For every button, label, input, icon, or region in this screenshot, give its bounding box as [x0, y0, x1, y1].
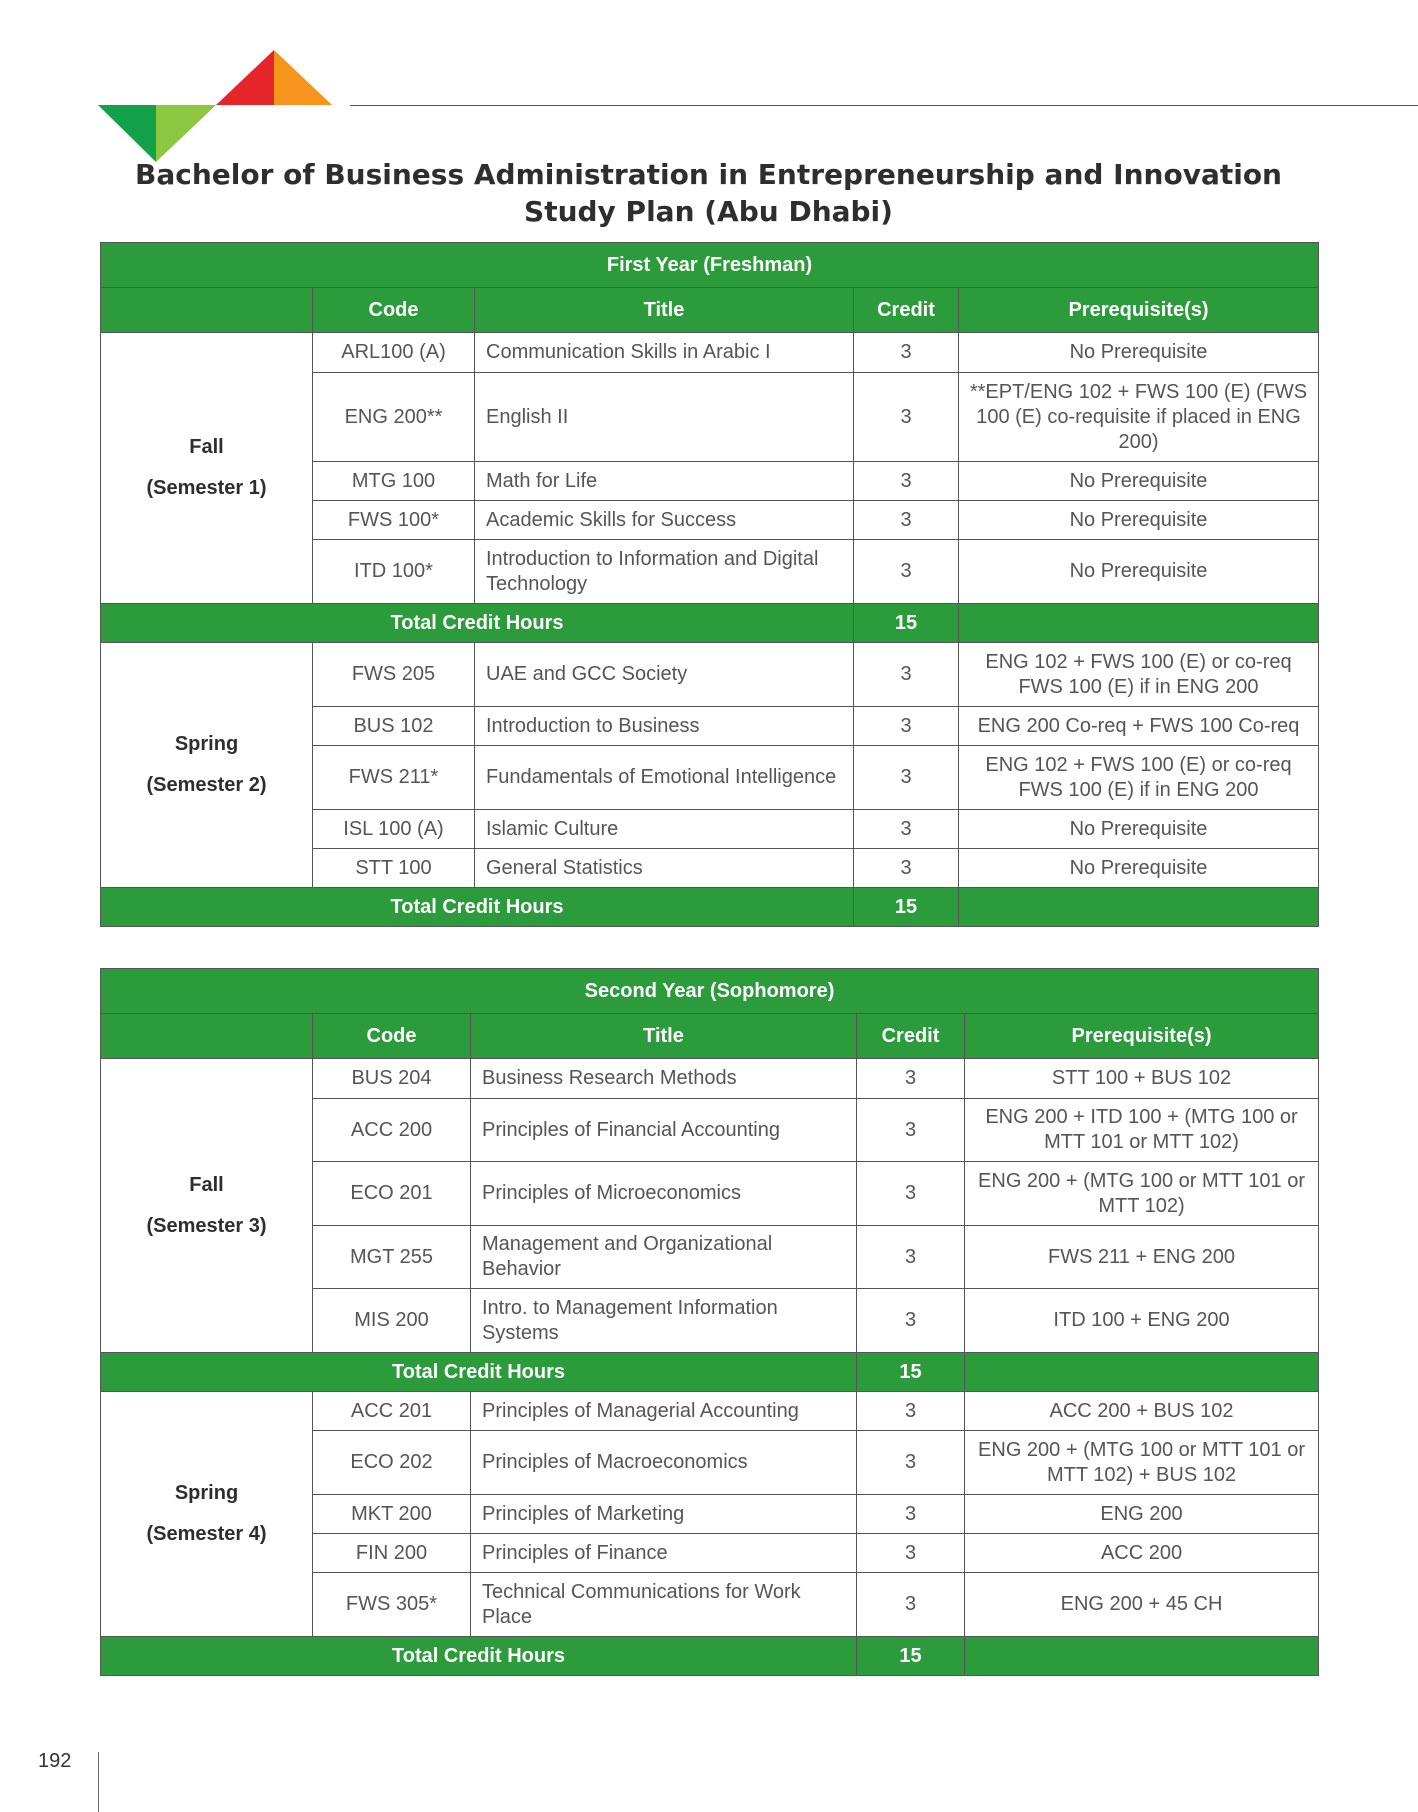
course-title: Technical Communications for Work Place: [471, 1573, 857, 1637]
course-code: ENG 200**: [313, 373, 475, 462]
course-credit: 3: [854, 746, 959, 810]
course-prereq: ENG 102 + FWS 100 (E) or co-req FWS 100 (E) if in ENG 200: [959, 746, 1319, 810]
course-title: Business Research Methods: [471, 1059, 857, 1099]
course-prereq: ENG 200 + (MTG 100 or MTT 101 or MTT 102): [965, 1162, 1319, 1226]
semester-label: (Semester 2): [146, 774, 267, 796]
course-prereq: ENG 200 Co-req + FWS 100 Co-req: [959, 707, 1319, 746]
course-prereq: STT 100 + BUS 102: [965, 1059, 1319, 1099]
semester-label: (Semester 1): [146, 477, 267, 499]
course-code: FWS 100*: [313, 501, 475, 540]
page-number-rule: [98, 1752, 99, 1812]
course-prereq: No Prerequisite: [959, 810, 1319, 849]
table-row: [101, 1392, 1319, 1431]
total-value: 15: [854, 888, 959, 927]
course-credit: 3: [857, 1573, 965, 1637]
course-credit: 3: [854, 643, 959, 707]
course-title: Introduction to Information and Digital Technology: [475, 540, 854, 604]
course-title: Principles of Marketing: [471, 1495, 857, 1534]
logo-red-triangle: [216, 50, 274, 105]
course-title: General Statistics: [475, 849, 854, 888]
course-prereq: ACC 200 + BUS 102: [965, 1392, 1319, 1431]
title-line-1: Bachelor of Business Administration in Entrepreneurship and Innovation: [135, 158, 1282, 191]
total-label: Total Credit Hours: [101, 604, 854, 643]
course-credit: 3: [857, 1059, 965, 1099]
semester-name: Spring: [174, 1482, 239, 1504]
course-prereq: ENG 200: [965, 1495, 1319, 1534]
course-credit: 3: [854, 373, 959, 462]
course-prereq: ENG 200 + (MTG 100 or MTT 101 or MTT 102) + BUS 102: [965, 1431, 1319, 1495]
header-blank: [101, 288, 313, 333]
year-1-table: [100, 242, 1319, 927]
total-row: [101, 1353, 1319, 1392]
course-title: UAE and GCC Society: [475, 643, 854, 707]
semester-cell: [101, 1392, 313, 1637]
course-prereq: ENG 102 + FWS 100 (E) or co-req FWS 100 (E) if in ENG 200: [959, 643, 1319, 707]
semester-cell: [101, 1059, 313, 1353]
course-code: BUS 102: [313, 707, 475, 746]
course-code: MKT 200: [313, 1495, 471, 1534]
course-credit: 3: [857, 1431, 965, 1495]
header-rule: [350, 105, 1418, 106]
course-credit: 3: [854, 333, 959, 373]
year-2-table: [100, 968, 1319, 1676]
course-code: FWS 205: [313, 643, 475, 707]
total-blank: [965, 1637, 1319, 1676]
total-label: Total Credit Hours: [101, 1637, 857, 1676]
semester-label: (Semester 4): [146, 1523, 267, 1545]
course-prereq: No Prerequisite: [959, 501, 1319, 540]
course-credit: 3: [854, 501, 959, 540]
total-blank: [959, 888, 1319, 927]
header-credit: Credit: [857, 1014, 965, 1059]
total-label: Total Credit Hours: [101, 888, 854, 927]
course-title: Academic Skills for Success: [475, 501, 854, 540]
course-credit: 3: [857, 1495, 965, 1534]
course-credit: 3: [854, 810, 959, 849]
logo-orange-triangle: [274, 50, 332, 105]
total-row: [101, 888, 1319, 927]
course-code: MGT 255: [313, 1226, 471, 1289]
semester-cell: [101, 333, 313, 604]
total-value: 15: [857, 1353, 965, 1392]
course-credit: 3: [857, 1289, 965, 1353]
table-row: [101, 333, 1319, 373]
course-title: Islamic Culture: [475, 810, 854, 849]
total-value: 15: [857, 1637, 965, 1676]
course-code: BUS 204: [313, 1059, 471, 1099]
logo-light-green-triangle: [156, 105, 216, 162]
course-title: Principles of Finance: [471, 1534, 857, 1573]
total-blank: [965, 1353, 1319, 1392]
course-credit: 3: [857, 1392, 965, 1431]
header-blank: [101, 1014, 313, 1059]
course-title: Principles of Managerial Accounting: [471, 1392, 857, 1431]
header-code: Code: [313, 288, 475, 333]
table-row: [101, 643, 1319, 707]
title-line-2: Study Plan (Abu Dhabi): [524, 195, 893, 228]
course-code: FIN 200: [313, 1534, 471, 1573]
course-code: ISL 100 (A): [313, 810, 475, 849]
header-code: Code: [313, 1014, 471, 1059]
course-prereq: No Prerequisite: [959, 849, 1319, 888]
course-title: Management and Organizational Behavior: [471, 1226, 857, 1289]
header-credit: Credit: [854, 288, 959, 333]
page-title: [100, 156, 1317, 230]
course-code: FWS 211*: [313, 746, 475, 810]
total-row: [101, 1637, 1319, 1676]
course-prereq: ENG 200 + ITD 100 + (MTG 100 or MTT 101 or MTT 102): [965, 1099, 1319, 1162]
course-credit: 3: [857, 1162, 965, 1226]
course-credit: 3: [854, 462, 959, 501]
total-label: Total Credit Hours: [101, 1353, 857, 1392]
course-title: Principles of Microeconomics: [471, 1162, 857, 1226]
course-prereq: ACC 200: [965, 1534, 1319, 1573]
course-code: ACC 200: [313, 1099, 471, 1162]
course-title: Math for Life: [475, 462, 854, 501]
semester-label: (Semester 3): [146, 1214, 267, 1237]
course-code: ARL100 (A): [313, 333, 475, 373]
course-credit: 3: [854, 849, 959, 888]
semester-cell: [101, 643, 313, 888]
course-code: MTG 100: [313, 462, 475, 501]
header-prereq: Prerequisite(s): [959, 288, 1319, 333]
course-title: Introduction to Business: [475, 707, 854, 746]
course-code: ECO 202: [313, 1431, 471, 1495]
course-code: MIS 200: [313, 1289, 471, 1353]
course-code: STT 100: [313, 849, 475, 888]
course-prereq: FWS 211 + ENG 200: [965, 1226, 1319, 1289]
course-credit: 3: [854, 707, 959, 746]
course-title: Intro. to Management Information Systems: [471, 1289, 857, 1353]
page-number: 192: [38, 1750, 72, 1772]
course-prereq: ENG 200 + 45 CH: [965, 1573, 1319, 1637]
course-title: Principles of Macroeconomics: [471, 1431, 857, 1495]
year-heading: Second Year (Sophomore): [101, 969, 1319, 1014]
course-prereq: **EPT/ENG 102 + FWS 100 (E) (FWS 100 (E) co-requisite if placed in ENG 200): [959, 373, 1319, 462]
year-heading: First Year (Freshman): [101, 243, 1319, 288]
course-code: FWS 305*: [313, 1573, 471, 1637]
course-title: Principles of Financial Accounting: [471, 1099, 857, 1162]
semester-name: Fall: [189, 1173, 224, 1196]
semester-name: Spring: [174, 733, 239, 755]
course-code: ECO 201: [313, 1162, 471, 1226]
course-title: English II: [475, 373, 854, 462]
total-blank: [959, 604, 1319, 643]
course-title: Fundamentals of Emotional Intelligence: [475, 746, 854, 810]
course-credit: 3: [857, 1226, 965, 1289]
course-credit: 3: [854, 540, 959, 604]
semester-name: Fall: [189, 436, 224, 458]
course-prereq: No Prerequisite: [959, 333, 1319, 373]
course-prereq: No Prerequisite: [959, 540, 1319, 604]
university-logo: [98, 50, 338, 162]
total-value: 15: [854, 604, 959, 643]
course-credit: 3: [857, 1099, 965, 1162]
course-prereq: ITD 100 + ENG 200: [965, 1289, 1319, 1353]
course-title: Communication Skills in Arabic I: [475, 333, 854, 373]
course-credit: 3: [857, 1534, 965, 1573]
total-row: [101, 604, 1319, 643]
header-prereq: Prerequisite(s): [965, 1014, 1319, 1059]
course-prereq: No Prerequisite: [959, 462, 1319, 501]
course-code: ACC 201: [313, 1392, 471, 1431]
table-row: [101, 1059, 1319, 1099]
course-code: ITD 100*: [313, 540, 475, 604]
logo-dark-green-triangle: [98, 105, 156, 162]
header-title: Title: [475, 288, 854, 333]
header-title: Title: [471, 1014, 857, 1059]
